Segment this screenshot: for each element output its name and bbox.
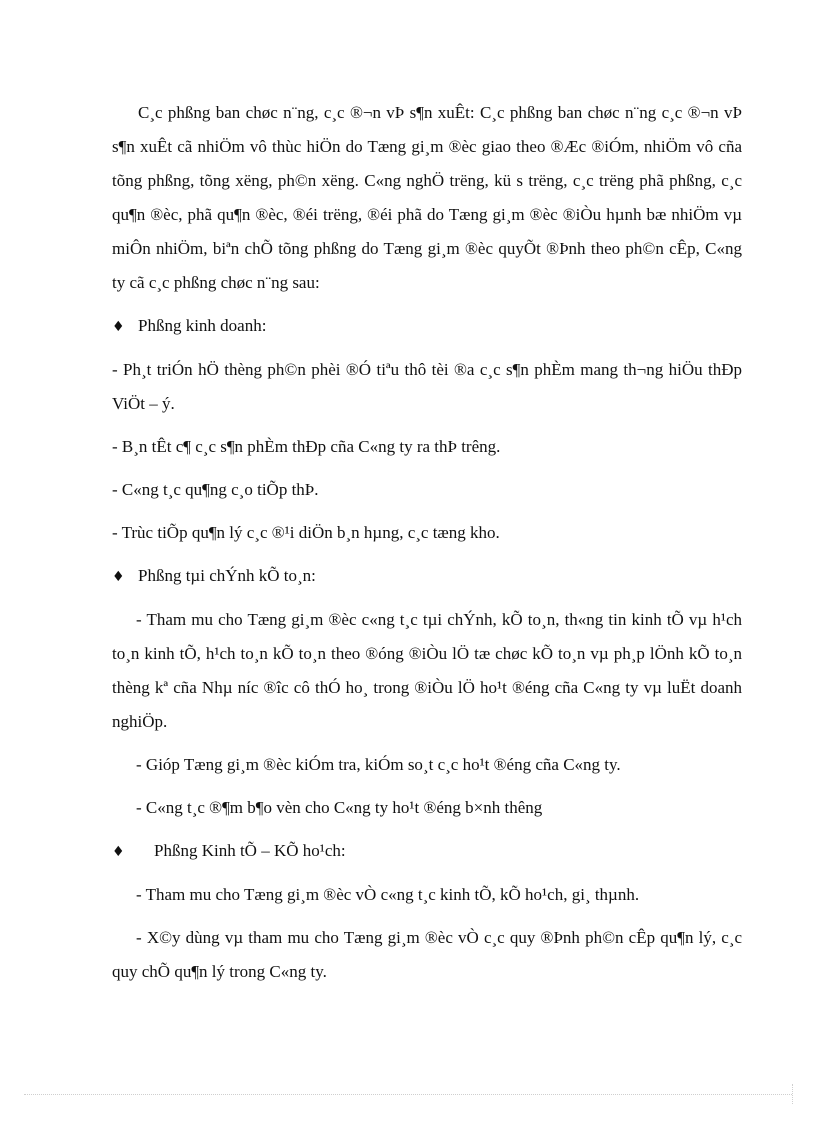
section-heading-finance [112, 559, 742, 594]
section-heading-label: Phßng kinh doanh: [138, 316, 267, 335]
list-item: - C«ng t¸c ®¶m b¶o vèn cho C«ng ty ho¹t ®éng b×nh thêng [136, 798, 543, 817]
section-heading-label: Phßng Kinh tÕ – KÕ ho¹ch: [154, 841, 346, 860]
list-item: - Tham mu cho Tæng gi¸m ®èc c«ng t¸c tµi chÝnh, kÕ to¸n, th«ng tin kinh tÕ vµ h¹ch to¸n kinh tÕ, h¹ch to¸n kÕ to¸n theo ®óng ®iÒu lÖ tæ chøc kÕ to¸n vµ ph¸p lÖnh kÕ to¸n thèng kª cña Nhµ níc ®îc cô thÓ ho¸ trong ®iÒu lÖ ho¹t ®éng cña C«ng ty vµ luËt doanh nghiÖp. [112, 610, 742, 731]
intro-paragraph: C¸c phßng ban chøc n¨ng, c¸c ®¬n vÞ s¶n xuÊt: C¸c phßng ban chøc n¨ng c¸c ®¬n vÞ s¶n xuÊt cã nhiÖm vô thùc hiÖn do Tæng gi¸m ®èc giao theo ®Æc ®iÓm, nhiÖm vô cña tõng phßng, tõng xëng, ph©n xëng. C«ng nghÖ trëng, kü s trëng, c¸c trëng phã phßng, c¸c qu¶n ®èc, phã qu¶n ®èc, ®éi trëng, ®éi phã do Tæng gi¸m ®èc ®iÒu hµnh bæ nhiÖm vµ miÔn nhiÖm, biªn chÕ tõng phßng do Tæng gi¸m ®èc quyÕt ®Þnh theo ph©n cÊp, C«ng ty cã c¸c phßng chøc n¨ng sau: [112, 103, 742, 292]
list-item: - C«ng t¸c qu¶ng c¸o tiÕp thÞ. [112, 480, 319, 499]
page-corner-mark [792, 1084, 794, 1104]
list-item: - Trùc tiÕp qu¶n lý c¸c ®¹i diÖn b¸n hµng, c¸c tæng kho. [112, 523, 500, 542]
list-item: - X©y dùng vµ tham mu cho Tæng gi¸m ®èc vÒ c¸c quy ®Þnh ph©n cÊp qu¶n lý, c¸c quy chÕ qu¶n lý trong C«ng ty. [112, 928, 742, 981]
list-item: - Gióp Tæng gi¸m ®èc kiÓm tra, kiÓm so¸t c¸c ho¹t ®éng cña C«ng ty. [136, 755, 621, 774]
page-footer-divider [24, 1094, 792, 1095]
diamond-bullet-icon: ♦ [112, 319, 125, 335]
diamond-bullet-icon: ♦ [112, 844, 125, 860]
section-heading-label: Phßng tµi chÝnh kÕ to¸n: [138, 566, 316, 585]
list-item: - Tham mu cho Tæng gi¸m ®èc vÒ c«ng t¸c kinh tÕ, kÕ ho¹ch, gi¸ thµnh. [136, 885, 640, 904]
section-heading-planning [112, 834, 742, 869]
document-body [112, 96, 742, 998]
list-item: - B¸n tÊt c¶ c¸c s¶n phÈm thÐp cña C«ng ty ra thÞ trêng. [112, 437, 501, 456]
section-heading-sales [112, 309, 742, 344]
list-item: - Ph¸t triÓn hÖ thèng ph©n phèi ®Ó tiªu thô tèi ®a c¸c s¶n phÈm mang th¬ng hiÖu thÐp ViÖt – ý. [112, 360, 742, 413]
diamond-bullet-icon: ♦ [112, 569, 125, 585]
